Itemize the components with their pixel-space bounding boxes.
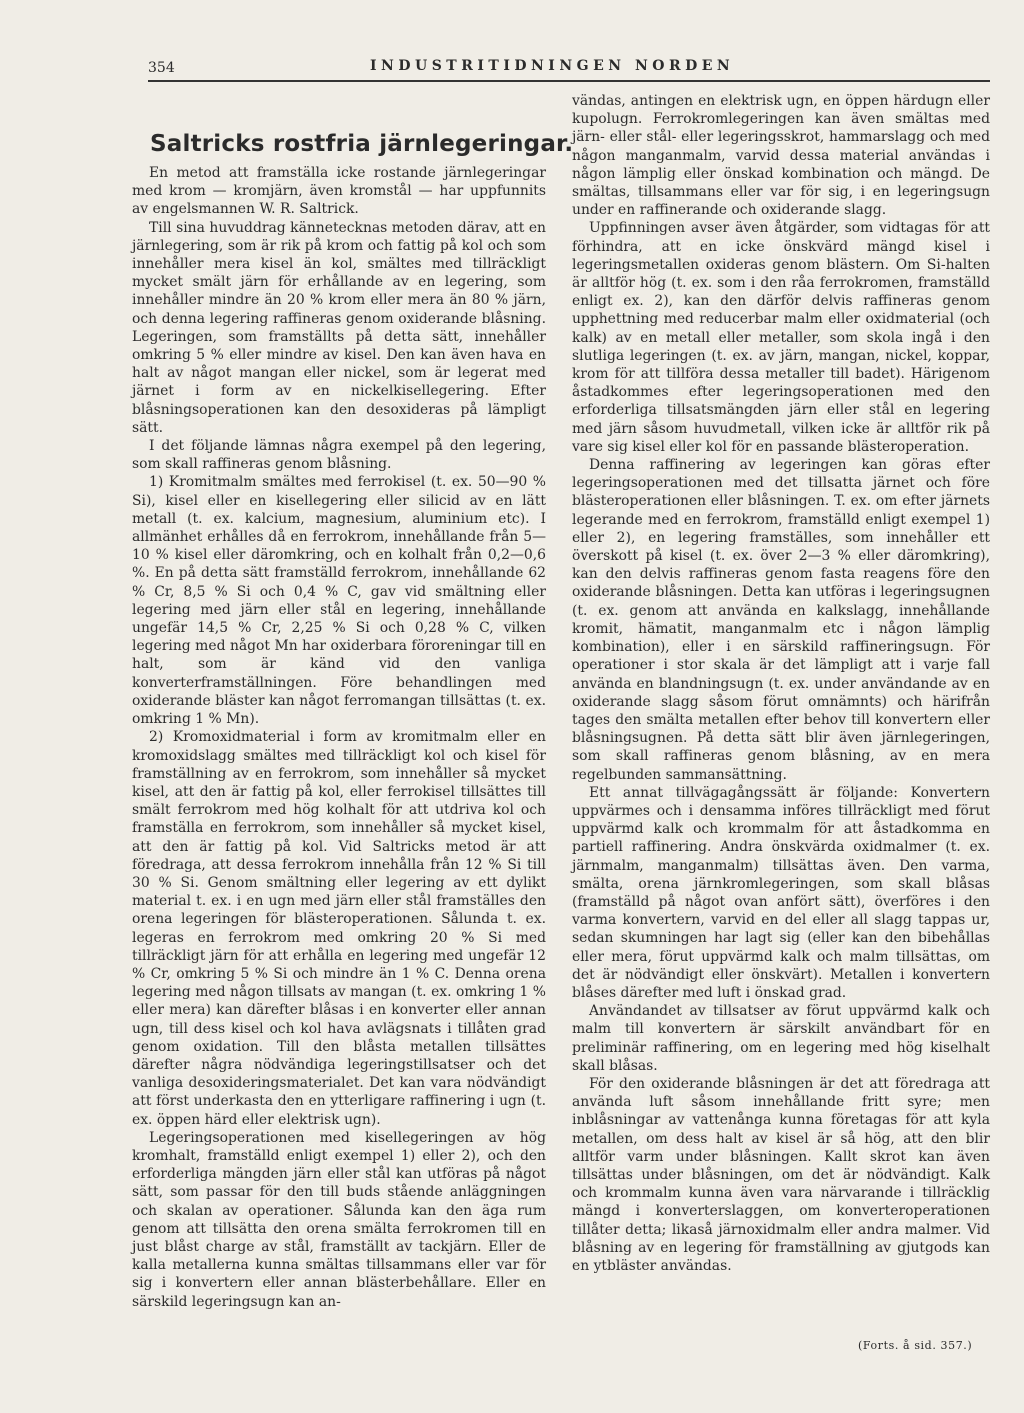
paragraph: Legeringsoperationen med kisellegeringen av hög kromhalt, framställd enligt exempel 1) eller 2), och den erforderliga mängden järn eller stål kan utföras på något sätt, som passar för den till buds stående anläggningen och skalan av operationer. Sålunda kan den äga rum genom att tillsätta den orena smälta ferrokromen till en just blåst charge av stål, framställt av tackjärn. Eller de kalla metallerna kunna smältas tillsammans eller var för sig i konvertern eller annan blästerbehållare. Eller en särskild legeringsugn kan an- bbox=[132, 1129, 546, 1310]
paragraph: Användandet av tillsatser av förut uppvärmd kalk och malm till konvertern är särskilt användbart för en preliminär raffinering, om en legering med hög kiselhalt skall blåsas. bbox=[572, 1003, 990, 1074]
paragraph: Uppfinningen avser även åtgärder, som vidtagas för att förhindra, att en icke önskvärd mängd kisel i legeringsmetallen oxideras genom blästern. Om Si-halten är alltför hög (t. ex. som i den råa ferrokromen, framställd enligt ex. 2), kan den därför delvis raffineras genom upphettning med reducerbar malm eller oxidmaterial (och kalk) av en metall eller metaller, som skola ingå i den slutliga legeringen (t. ex. av järn, mangan, nickel, koppar, krom för att tillföra dessa metaller till badet). Härigenom åstadkommes efter legeringsoperationen med den erforderliga tillsatsmängden järn eller stål en legering med järn såsom huvudmetall, vilken icke är alltför rik på vare sig kisel eller kol för en passande blästeroperation. bbox=[572, 220, 990, 455]
paragraph: Denna raffinering av legeringen kan göras efter legeringsoperationen med det tillsatta järnet och före blästeroperationen eller blåsningen. T. ex. om efter järnets legerande med en ferrokrom, framställd enligt exempel 1) eller 2), en legering framställes, som innehåller ett överskott på kisel (t. ex. över 2—3 % eller däromkring), kan den delvis raffineras genom fasta reagens före den oxiderande blåsningen. Detta kan utföras i legeringsugnen (t. ex. genom att använda en kalkslagg, innehållande kromit, hämatit, manganmalm etc i någon lämplig kombination), eller i en särskild raffineringsugn. För operationer i stor skala är det lämpligt att i varje fall använda en blandningsugn (t. ex. under användande av en oxiderande slagg såsom förut omnämnts) och härifrån tages den smälta metallen efter behov till konvertern eller blåsningsugnen. På detta sätt blir även järnlegeringen, som skall raffineras genom blåsning, av en mera regelbunden sammansättning. bbox=[572, 457, 990, 783]
paragraph: En metod att framställa icke rostande järnlegeringar med krom — kromjärn, även kromstål — har uppfunnits av engelsmannen W. R. Saltrick. bbox=[132, 165, 546, 218]
header-rule bbox=[148, 80, 990, 82]
right-column bbox=[572, 92, 990, 1275]
paragraph: För den oxiderande blåsningen är det att föredraga att använda luft såsom innehållande fritt syre; men inblåsningar av vattenånga kunna företagas för att kyla metallen, om dess halt av kisel är så hög, att den blir alltför varm under blåsningen. Kallt skrot kan även tillsättas under blåsningen, om det är nödvändigt. Kalk och krommalm kunna även vara närvarande i tillräcklig mängd i konverterslaggen, om konverteroperationen tillåter detta; likaså järnoxidmalm eller andra malmer. Vid blåsning av en legering för framställning av gjutgods kan en ytbläster användas. bbox=[572, 1075, 990, 1274]
paragraph: Till sina huvuddrag kännetecknas metoden därav, att en järnlegering, som är rik på krom och fattig på kol och som innehåller mera kisel än kol, smältes med tillräckligt mycket smält järn för erhållande av en legering, som innehåller mindre än 20 % krom eller mera än 80 % järn, och denna legering raffineras genom oxiderande blåsning. Legeringen, som framställts på detta sätt, innehåller omkring 5 % eller mindre av kisel. Den kan även hava en halt av något mangan eller nickel, som är legerat med järnet i form av en nickelkisellegering. Efter blåsningsoperationen kan den desoxideras på lämpligt sätt. bbox=[132, 219, 546, 436]
paragraph: I det följande lämnas några exempel på den legering, som skall raffineras genom blåsning. bbox=[132, 438, 546, 473]
paragraph: 1) Kromitmalm smältes med ferrokisel (t. ex. 50—90 % Si), kisel eller en kisellegering eller silicid av en lätt metall (t. ex. kalcium, magnesium, aluminium etc). I allmänhet erhålles då en ferrokrom, innehållande från 5—10 % kisel eller däromkring, och en kolhalt från 0,2—0,6 %. En på detta sätt framställd ferrokrom, innehållande 62 % Cr, 8,5 % Si och 0,4 % C, gav vid smältning eller legering med järn eller stål en legering, innehållande ungefär 14,5 % Cr, 2,25 % Si och 0,28 % C, vilken legering med något Mn har oxiderbara föroreningar till en halt, som är känd vid den vanliga konverterframställningen. Före behandlingen med oxiderande bläster kan något ferromangan tillsättas (t. ex. omkring 1 % Mn). bbox=[132, 474, 546, 728]
page-number: 354 bbox=[148, 60, 175, 76]
running-head: INDUSTRITIDNINGEN NORDEN bbox=[370, 58, 735, 74]
page-header bbox=[148, 58, 990, 80]
continuation-note: (Forts. å sid. 357.) bbox=[858, 1339, 973, 1352]
paragraph: Ett annat tillvägagångssätt är följande: Konvertern uppvärmes och i densamma införes tillräckligt med förut uppvärmd kalk och krommalm för att åstadkomma en partiell raffinering. Andra önskvärda oxidmalmer (t. ex. järnmalm, manganmalm) tillsättas även. Den varma, smälta, orena järnkromlegeringen, som skall blåsas (framställd på något ovan anfört sätt), överföres i den varma konvertern, varvid en del eller all slagg tappas ur, sedan skumningen har lagt sig (eller kan den bibehållas eller mera, förut uppvärmd kalk och malm tillsättas, om det är nödvändigt eller önskvärt). Metallen i konvertern blåses därefter med luft i önskad grad. bbox=[572, 784, 990, 1001]
paragraph: 2) Kromoxidmaterial i form av kromitmalm eller en kromoxidslagg smältes med tillräckligt kol och kisel för framställning av en ferrokrom, som innehåller så mycket kisel, att den är fattig på kol, eller ferrokisel tillsättes till smält ferrokrom med hög kolhalt för att utdriva kol och framställa en ferrokrom, som innehåller så mycket kisel, att den är fattig på kol. Vid Saltricks metod är att föredraga, att dessa ferrokrom innehålla från 12 % Si till 30 % Si. Genom smältning eller legering av ett dylikt material t. ex. i en ugn med järn eller stål framställes den orena legeringen för blästeroperationen. Sålunda t. ex. legeras en ferrokrom med omkring 20 % Si med tillräckligt järn för att erhålla en legering med ungefär 12 % Cr, omkring 5 % Si och mindre än 1 % C. Denna orena legering med någon tillsats av mangan (t. ex. omkring 1 % eller mera) kan därefter blåsas i en konverter eller annan ugn, till dess kisel och kol hava avlägsnats i tillåten grad genom oxidation. Till den blåsta metallen tillsättes därefter några nödvändiga legeringstillsatser och det vanliga desoxideringsmaterialet. Det kan vara nödvändigt att först underkasta den en ytterligare raffinering i ugn (t. ex. öppen härd eller elektrisk ugn). bbox=[132, 729, 546, 1128]
paragraph: vändas, antingen en elektrisk ugn, en öppen härdugn eller kupolugn. Ferrokromlegeringen kan även smältas med järn- eller stål- eller legeringsskrot, hammarslagg och med någon manganmalm, varvid dessa material användas i någon lämplig eller önskad kombination och mängd. De smältas, tillsammans eller var för sig, i en legeringsugn under en raffinerande och oxiderande slagg. bbox=[572, 93, 990, 219]
article-title: Saltricks rostfria järnlegeringar. bbox=[150, 131, 574, 158]
left-column bbox=[132, 164, 546, 1311]
